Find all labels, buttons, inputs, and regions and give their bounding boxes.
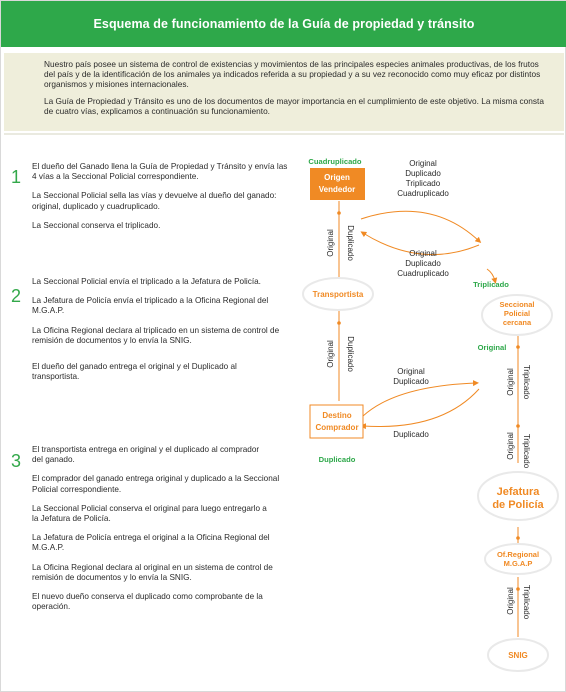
label-original: Original xyxy=(506,432,515,460)
flow-dot xyxy=(516,424,520,428)
node-seccional-label-1: Seccional xyxy=(499,300,535,309)
node-transportista-label: Transportista xyxy=(312,290,364,299)
intro-paragraph-2: La Guía de Propiedad y Tránsito es uno de los documentos de mayor importancia en el cumplimiento de este objetivo. La misma consta de cuatro vías, explicamos a continuación su funcionamiento. xyxy=(44,95,544,116)
label-duplicado-green: Duplicado xyxy=(318,455,356,464)
node-seccional-label-3: cercana xyxy=(502,318,532,327)
page-title: Esquema de funcionamiento de la Guía de propiedad y tránsito xyxy=(93,17,475,31)
label-duplicado-back: Duplicado xyxy=(393,430,429,439)
step-1-number: 1 xyxy=(11,167,22,187)
step-3-paragraph: La Jefatura de Policía entrega el original a la Oficina Regional del M.G.A.P. xyxy=(32,533,270,553)
curved-arrow xyxy=(363,383,476,416)
node-destino-label-2: Comprador xyxy=(315,423,359,432)
doc-label: Triplicado xyxy=(405,179,441,188)
node-destino-box xyxy=(310,405,363,438)
flow-dot xyxy=(516,536,520,540)
label-triplicado: Triplicado xyxy=(522,364,531,400)
label-duplicado: Duplicado xyxy=(346,336,355,372)
step-2-paragraph: El dueño del ganado entrega el original y el Duplicado al transportista. xyxy=(32,362,237,382)
docs-mid-label xyxy=(397,249,449,278)
doc-label: Cuadruplicado xyxy=(397,269,449,278)
doc-label: Duplicado xyxy=(405,169,441,178)
flow-dot xyxy=(516,345,520,349)
node-snig-label: SNIG xyxy=(508,651,528,660)
step-3-paragraph: La Oficina Regional declara al original en un sistema de control de remisión de documentos y lo envía la SNIG. xyxy=(32,562,273,582)
intro-paragraph-1: Nuestro país posee un sistema de control de existencias y movimientos de las principales especies animales productivas, de los frutos del país y de la identificación de los animales ya indicados referida a su propiedad y a su vez reconocido como muy eficaz por distintos organismos y misiones internacionales. xyxy=(44,59,541,90)
node-destino-label-1: Destino xyxy=(322,411,352,420)
flow-dot xyxy=(337,321,341,325)
label-triplicado-green: Triplicado xyxy=(473,280,509,289)
flow-dot xyxy=(516,587,520,591)
node-origen-label-1: Origen xyxy=(324,173,350,182)
node-jefatura-label-2: de Policía xyxy=(492,499,544,511)
doc-label: Original xyxy=(409,159,437,168)
doc-label: Duplicado xyxy=(405,259,441,268)
step-1-paragraph: La Seccional conserva el triplicado. xyxy=(32,220,161,230)
label-original: Original xyxy=(326,229,335,257)
label-original: Original xyxy=(506,368,515,396)
flow-diagram xyxy=(1,1,566,692)
step-1-paragraph: El dueño del Ganado llena la Guía de Propiedad y Tránsito y envía las 4 vías a la Seccional Policial correspondiente. xyxy=(32,162,288,182)
docs-low-label xyxy=(393,367,429,386)
step-2-number: 2 xyxy=(11,286,22,306)
step-2-paragraph: La Jefatura de Policía envía el triplicado a la Oficina Regional del M.G.A.P. xyxy=(32,296,269,316)
label-triplicado: Triplicado xyxy=(522,433,531,469)
node-regional-label-2: M.G.A.P xyxy=(503,559,533,568)
flow-dot xyxy=(337,211,341,215)
doc-label: Duplicado xyxy=(393,377,429,386)
step-3-number: 3 xyxy=(11,451,22,471)
step-3-paragraph: El comprador del ganado entrega original y duplicado a la Seccional Policial correspondiente. xyxy=(32,474,280,494)
node-jefatura-label-1: Jefatura xyxy=(496,486,540,498)
step-2-paragraph: La Seccional Policial envía el triplicado a la Jefatura de Policía. xyxy=(32,277,261,286)
label-triplicado: Triplicado xyxy=(522,584,531,620)
step-3-paragraph: El transportista entrega en original y el duplicado al comprador del ganado. xyxy=(32,445,260,465)
label-cuadruplicado: Cuadruplicado xyxy=(308,157,362,166)
doc-label: Cuadruplicado xyxy=(397,189,449,198)
step-1-paragraph: La Seccional Policial sella las vías y devuelve al dueño del ganado: original, duplicado y cuadruplicado. xyxy=(32,191,277,211)
doc-label: Original xyxy=(397,367,425,376)
step-2-paragraph: La Oficina Regional declara al triplicado en un sistema de control de remisión de documentos y lo envía la SNIG. xyxy=(32,325,280,345)
label-original: Original xyxy=(506,587,515,615)
step-3-paragraph: El nuevo dueño conserva el duplicado como comprobante de la operación. xyxy=(32,592,263,612)
curved-arrow xyxy=(363,389,479,427)
node-seccional-label-2: Policial xyxy=(503,309,531,318)
label-duplicado: Duplicado xyxy=(346,225,355,261)
label-original-green: Original xyxy=(477,343,507,352)
curved-arrow xyxy=(361,211,479,241)
doc-label: Original xyxy=(409,249,437,258)
docs-top-label xyxy=(397,159,449,198)
node-regional-label-1: Of.Regional xyxy=(496,550,540,559)
node-origen-label-2: Vendedor xyxy=(318,185,356,194)
label-original: Original xyxy=(326,340,335,368)
step-3-paragraph: La Seccional Policial conserva el original para luego entregarlo a la Jefatura de Policía. xyxy=(32,503,267,524)
